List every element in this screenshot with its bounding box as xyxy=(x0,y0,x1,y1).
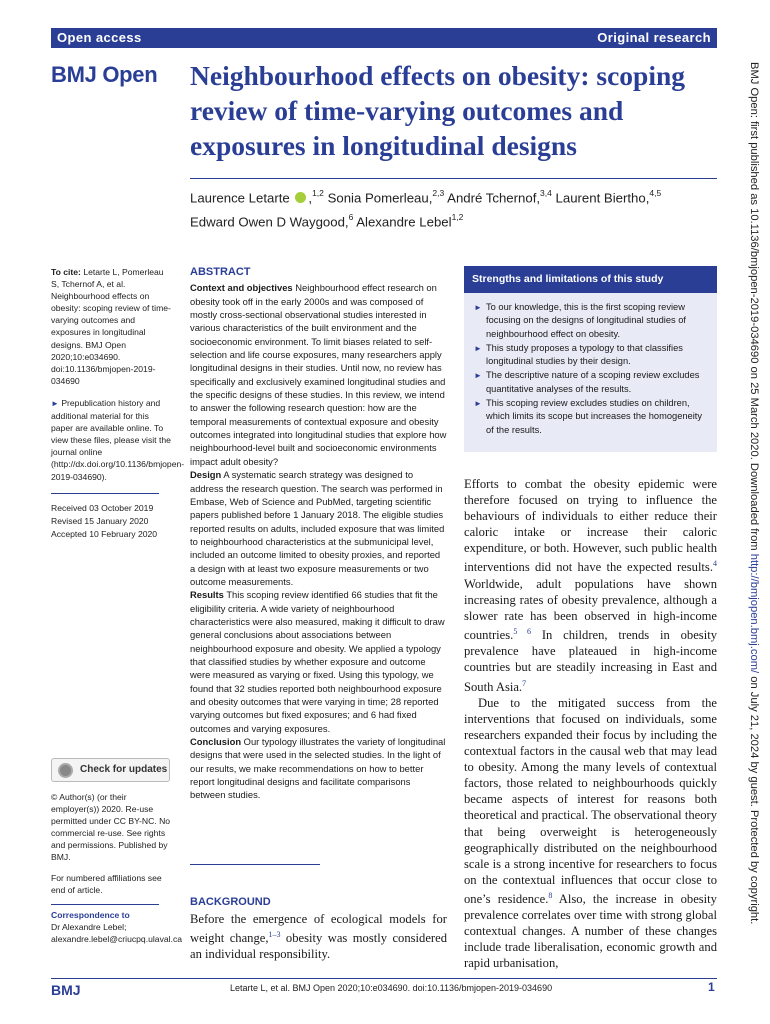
reference-link[interactable]: 8 xyxy=(548,890,553,900)
bmj-footer-logo: BMJ xyxy=(51,982,81,998)
list-item-text: This study proposes a typology to that classifies longitudinal studies by their design. xyxy=(486,342,683,367)
copyright-note: © Author(s) (or their employer(s)) 2020. Re-use permitted under CC BY-NC. No commercial re-use. See rights and permissions. Published by BMJ. xyxy=(51,792,171,863)
triangle-bullet-icon: ► xyxy=(474,371,482,381)
author-name: Edward Owen D Waygood, xyxy=(190,214,349,230)
journal-logo: BMJ Open xyxy=(51,62,158,87)
footer-divider xyxy=(51,978,717,979)
footer-citation: Letarte L, et al. BMJ Open 2020;10:e034690. doi:10.1136/bmjopen-2019-034690 xyxy=(230,983,553,993)
citation-block xyxy=(51,266,171,387)
design-label: Design xyxy=(190,469,222,481)
strengths-limitations-box xyxy=(464,266,717,452)
author-affiliation: 6 xyxy=(348,212,354,223)
author-name: Laurent Biertho, xyxy=(555,190,650,206)
author-name: Laurence Letarte xyxy=(190,190,290,206)
article-type-label: Original research xyxy=(597,30,711,45)
vertical-note-text: on July 21, 2024 by guest. Protected by copyright. xyxy=(748,673,760,925)
results-label: Results xyxy=(190,589,224,601)
author-row-2 xyxy=(190,208,720,232)
list-item-text: To our knowledge, this is the first scoping review focusing on the designs of longitudinal studies of neighbourhood effect on obesity. xyxy=(486,302,687,339)
reference-link[interactable]: 7 xyxy=(522,678,527,688)
revised-date: Revised 15 January 2020 xyxy=(51,515,149,526)
conclusion-label: Conclusion xyxy=(190,736,242,748)
abstract-conclusion xyxy=(190,735,447,802)
author-affiliation: 4,5 xyxy=(649,188,662,198)
author-affiliation: 3,4 xyxy=(540,188,552,198)
prepublication-note xyxy=(51,397,185,483)
title-divider xyxy=(190,178,717,179)
author-affiliation: 1,2 xyxy=(312,188,324,198)
article-title: Neighbourhood effects on obesity: scoping review of time-varying outcomes and exposures in longitudinal designs xyxy=(190,60,686,161)
cite-text: Letarte L, Pomerleau S, Tchernof A, et al. Neighbourhood effects on obesity: scoping review of time-varying outcomes and exposures in longitudinal designs. BMJ Open 2020;10:e034690. doi:10.1136/bmjopen-2019-034690 xyxy=(51,267,171,386)
triangle-bullet-icon: ► xyxy=(474,399,482,409)
body-text-part: Due to the mitigated success from the interventions that focused on individuals, some researchers expanded their focus by including the contextual factors in the causal web that may lead to obesity. Among the many levels of contextual factors, those related to neighbourhoods quickly became aspects of interest for reasons both theoretical and practical. The observational theory that being overweight is heterogeneously geographically distributed on the neighbourhood scale is a strong incentive for researchers to focus on the contextual influences that occur close to one’s residence. xyxy=(464,695,717,907)
sidebar-divider xyxy=(51,493,159,494)
body-text-part: Also, the increase in obesity prevalence correlates over time with strong global contextual changes. A number of these changes include trade liberalisation, economic growth and rapid urbanisation, xyxy=(464,892,717,971)
box-heading: Strengths and limitations of this study xyxy=(464,266,717,293)
abstract-context xyxy=(190,281,447,468)
accepted-date: Accepted 10 February 2020 xyxy=(51,528,158,539)
background-text-part: obesity was mostly considered an individual responsibility. xyxy=(190,931,448,962)
vertical-copyright-note xyxy=(740,62,764,972)
context-text: Neighbourhood effect research on obesity took off in the early 2000s and was composed of mostly cross-sectional observational studies interested in various characteristics of the built environment and the socioeconomic environment. To limit biases related to self-selection and life course exposures, many researchers apply longitudinal designs in their studies. Until now, no review has specifically and exclusively examined longitudinal studies and the specific designs of these studies. In this review, we intend to answer the following research question: how are the temporal measurements of contextual exposure and obesity outcomes integrated into longitudinal studies that explore how neighbourhood-level built and socioeconomic environments impact adult obesity? xyxy=(190,282,447,467)
background-heading: BACKGROUND xyxy=(190,896,271,908)
reference-link[interactable]: 5 6 xyxy=(513,627,531,637)
page-number: 1 xyxy=(708,980,715,994)
background-text-part: Before the emergence of ecological models for weight change, xyxy=(190,912,447,946)
body-text-part: Worldwide, adult populations have shown increasing rates of obesity prevalence, although a slower rate has been observed in high-income countries. xyxy=(464,576,717,643)
triangle-bullet-icon: ► xyxy=(474,343,482,353)
body-text-part: In children, trends in obesity prevalence have plateaued in high-income countries but are steadily increasing in East and South Asia. xyxy=(464,628,717,694)
abstract-results xyxy=(190,588,447,735)
body-text xyxy=(464,476,717,972)
cite-label: To cite: xyxy=(51,267,81,277)
list-item-text: This scoping review excludes studies on children, which limits its scope but increases the homogeneity of the results. xyxy=(486,398,702,435)
body-paragraph xyxy=(464,695,717,972)
context-label: Context and objectives xyxy=(190,282,293,294)
abstract-divider xyxy=(190,864,320,865)
check-updates-label: Check for updates xyxy=(80,764,168,775)
correspondence-name: Dr Alexandre Lebel; xyxy=(51,921,127,932)
article-dates xyxy=(51,502,171,541)
author-name: Alexandre Lebel xyxy=(356,214,452,230)
check-for-updates-button[interactable] xyxy=(51,758,170,782)
reference-link[interactable]: 1–3 xyxy=(268,930,281,939)
correspondence-heading: Correspondence to xyxy=(51,909,130,920)
list-item xyxy=(474,301,707,341)
list-item-text: The descriptive nature of a scoping review excludes quantitative analyses of the results. xyxy=(486,370,700,394)
author-list xyxy=(190,184,720,233)
background-text xyxy=(190,911,447,962)
strengths-list xyxy=(464,293,717,437)
reference-link[interactable]: 4 xyxy=(713,559,717,569)
journal-link[interactable]: http://bmjopen.bmj.com/ xyxy=(748,553,760,674)
article-sidebar xyxy=(51,266,185,541)
abstract xyxy=(190,266,447,802)
design-text: A systematic search strategy was designed to address the research question. The search was performed in Embase, Web of Science and PubMed, targeting scientific papers published before 1 January 2018. The eligible studies reported results on adults, included exposure that was limited to neighbourhood characteristics at the submunicipal level, included an outcome limited to obesity proxies, and reported a design with at least two exposure measurements or two outcome measurements. xyxy=(190,469,445,587)
update-check-icon xyxy=(58,763,73,778)
affiliations-note: For numbered affiliations see end of article. xyxy=(51,872,162,895)
received-date: Received 03 October 2019 xyxy=(51,502,154,513)
prepub-text[interactable]: Prepublication history and additional material for this paper are available online. To view these files, please visit the journal online (http://dx.doi.org/10.1136/bmjopen-2019-034690). xyxy=(51,397,185,482)
abstract-heading: ABSTRACT xyxy=(190,266,251,278)
open-access-label: Open access xyxy=(57,30,142,45)
list-item xyxy=(474,342,707,369)
author-name: Sonia Pomerleau, xyxy=(327,190,433,206)
abstract-design xyxy=(190,468,447,588)
results-text: This scoping review identified 66 studies that fit the eligibility criteria. A wide variety of neighbourhood characteristics were also measured, making it difficult to draw general conclusions about associations between neighbourhood exposure and obesity. We applied a typology that classified studies by whether exposure and outcome were measured as varying or fixed. Using this typology, we found that 32 studies reported both neighbourhood exposure and obesity outcomes that were varying in time; 28 reported varying outcomes but fixed exposures; and 6 had fixed outcomes and varying exposures. xyxy=(190,589,445,734)
list-item xyxy=(474,397,707,437)
list-item xyxy=(474,369,707,396)
header-bar xyxy=(51,28,717,48)
author-name: André Tchernof, xyxy=(447,190,541,206)
sidebar-lower xyxy=(51,791,183,945)
triangle-bullet-icon: ► xyxy=(51,398,59,408)
sidebar-divider xyxy=(51,904,159,905)
triangle-bullet-icon: ► xyxy=(474,303,482,312)
body-text-part: Efforts to combat the obesity epidemic were therefore focused on trying to influence the behaviours of individuals to either reduce their caloric intake or increase their caloric expenditure, or both. However, such public health interventions did not have the expected results. xyxy=(464,477,717,575)
conclusion-text: Our typology illustrates the variety of longitudinal designs that were used in the selected studies. In the light of our results, we make recommendations on how to better report longitudinal designs and facilitate comparisons between studies. xyxy=(190,736,446,801)
author-row-1: Laurence Letarte ,$^{1,2}$ Sonia Pomerleau,$^{2,3}$ André Tchernof,$^{3,4}$ Laurent Biertho,$^{4,5}$ xyxy=(190,188,662,206)
vertical-note-text: BMJ Open: first published as 10.1136/bmjopen-2019-034690 on 25 March 2020. Downloaded from xyxy=(748,62,760,554)
correspondence-email[interactable]: alexandre.lebel@criucpq.ulaval.ca xyxy=(51,933,183,944)
author-affiliation: 1,2 xyxy=(451,212,464,223)
author-affiliation: 2,3 xyxy=(432,188,445,198)
body-paragraph xyxy=(464,476,717,695)
orcid-icon[interactable] xyxy=(295,192,306,203)
